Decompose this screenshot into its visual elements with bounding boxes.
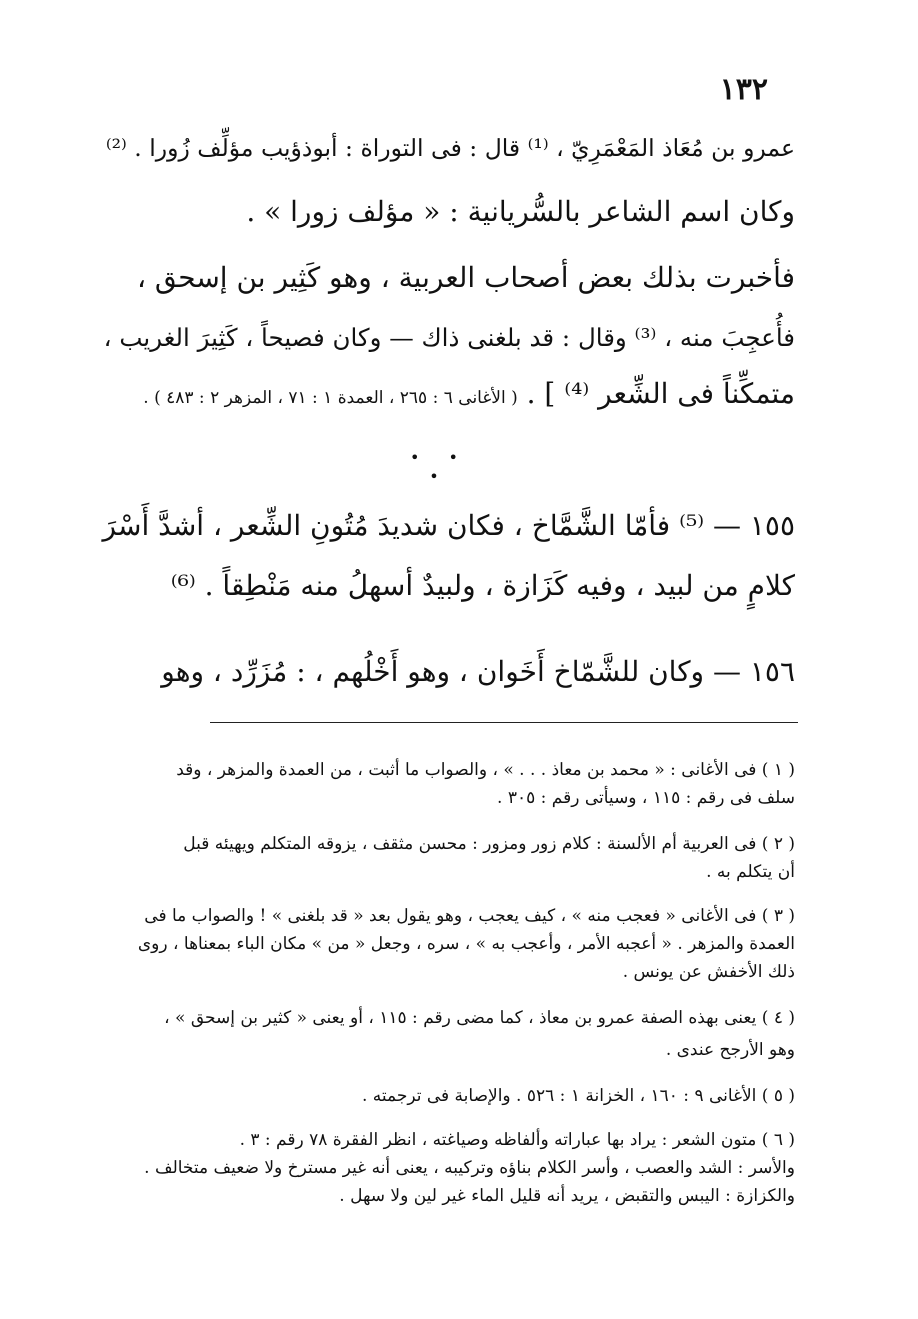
footnote-line: ( ٥ ) الأغانى ٩ : ١٦٠ ، الخزانة ١ : ٥٢٦ . والإصابة فى ترجمته . <box>361 1086 795 1106</box>
text-line-1: عمرو بن مُعَاذ المَعْمَرِيّ ، ⁽¹⁾ قال : فى التوراة : أبوذؤيب مؤلِّف زُورا . ⁽²⁾ <box>105 134 795 162</box>
footnote-line: والأسر : الشد والعصب ، وأسر الكلام بناؤه وتركيبه ، يعنى أنه غير مسترخ ولا ضعيف متخالف . <box>144 1158 795 1178</box>
footnote-line: وهو الأرجح عندى . <box>665 1040 795 1060</box>
text-line-5-main: متمكِّناً فى الشِّعر ⁽⁴⁾ ] . <box>526 377 795 410</box>
footnote-line: ( ٣ ) فى الأغانى « فعجب منه » ، كيف يعجب ، وهو يقول بعد « قد بلغنى » ! والصواب ما فى <box>144 906 795 926</box>
section-separator: • • • <box>410 448 470 486</box>
text-line-5 <box>143 374 795 418</box>
text-line-2: وكان اسم الشاعر بالسُّريانية : « مؤلف زورا » . <box>246 195 795 228</box>
footnote-divider <box>210 722 798 723</box>
footnote-line: والكزازة : اليبس والتقبض ، يريد أنه قليل الماء غير لين ولا سهل . <box>339 1186 795 1206</box>
text-line-4: فأُعجِبَ منه ، ⁽³⁾ وقال : قد بلغنى ذاك — وكان فصيحاً ، كَثِيرَ الغريب ، <box>103 323 795 352</box>
footnote-line: ( ١ ) فى الأغانى : « محمد بن معاذ . . . » ، والصواب ما أثبت ، من العمدة والمزهر ، وقد <box>176 760 795 780</box>
para-155-line-1: ١٥٥ — ⁽⁵⁾ فأمّا الشَّمَّاخ ، فكان شديدَ مُتُونِ الشِّعر ، أشدَّ أَسْرَ <box>102 509 795 542</box>
footnote-line: سلف فى رقم : ١١٥ ، وسيأتى رقم : ٣٠٥ . <box>497 788 795 808</box>
footnote-line: ذلك الأخفش عن يونس . <box>622 962 795 982</box>
para-156-line-1: ١٥٦ — وكان للشَّمّاخ أَخَوان ، وهو أَخْلُهم ، : مُزَرِّد ، وهو <box>161 655 795 688</box>
footnote-line: ( ٦ ) متون الشعر : يراد بها عباراته وألفاظه وصياغته ، انظر الفقرة ٧٨ رقم : ٣ . <box>239 1130 795 1150</box>
page-number: ١٣٢ <box>719 72 768 107</box>
footnote-line: العمدة والمزهر . « أعجبه الأمر ، وأعجب به » ، سره ، وجعل « من » مكان الباء بمعناها ، روى <box>137 934 795 954</box>
footnote-line: أن يتكلم به . <box>706 862 795 882</box>
footnote-line: ( ٤ ) يعنى بهذه الصفة عمرو بن معاذ ، كما مضى رقم : ١١٥ ، أو يعنى « كثير بن إسحق » ، <box>164 1008 795 1028</box>
source-reference: ( الأغانى ٦ : ٢٦٥ ، العمدة ١ : ٧١ ، المزهر ٢ : ٤٨٣ ) . <box>143 388 518 408</box>
main-text <box>95 0 795 720</box>
para-155-line-2: كلامٍ من لبيد ، وفيه كَزَازة ، ولبيدٌ أسهلُ منه مَنْطِقاً . ⁽⁶⁾ <box>170 569 795 602</box>
footnote-line: ( ٢ ) فى العربية أم الألسنة : كلام زور ومزور : محسن مثقف ، يزوقه المتكلم ويهيئه قبل <box>183 834 795 854</box>
text-line-3: فأخبرت بذلك بعض أصحاب العربية ، وهو كَثِير بن إسحق ، <box>136 261 795 294</box>
